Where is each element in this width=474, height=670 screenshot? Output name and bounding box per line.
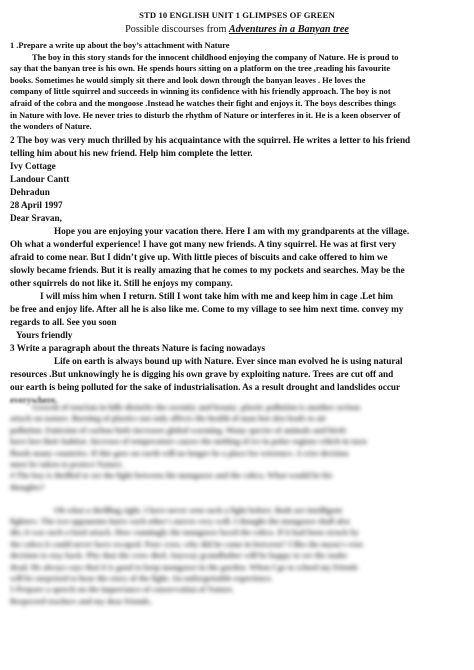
blurred-line: Respected teachers and my dear friends, bbox=[10, 596, 152, 606]
question-1-section bbox=[10, 40, 466, 133]
letter-body-line: be free and enjoy life. After all he is also like me. Come to my village to see him next time. convey my bbox=[10, 304, 404, 314]
blurred-line: Growth of tourism in hills disturbs the serenity and beauty .plastic pollution is another serious bbox=[32, 403, 361, 412]
question-3-text: 3 Write a paragraph about the threats Nature is facing nowadays bbox=[10, 343, 266, 353]
letter-date: 28 April 1997 bbox=[10, 200, 63, 210]
letter-body-line: afraid to come near. But I didn’t give up. With little pieces of biscuits and cake offered to him we bbox=[10, 252, 388, 262]
letter-body-line: Hope you are enjoying your vacation there. Here I am with my grandparents at the village. bbox=[54, 226, 410, 236]
blurred-line: the cobra it could never have escaped. Poor crow, why did he come in between? I like the myna's wise bbox=[10, 539, 364, 549]
blurred-line: floods many countries. If this goes on earth will no longer be a place for existence. A wise decision bbox=[10, 448, 349, 458]
blurred-line: Oh what a thrilling sight. I have never seen such a fight before. Both are intelligent bbox=[54, 505, 343, 515]
blurred-preview-text bbox=[10, 402, 466, 607]
subtitle-prefix: Possible discourses from bbox=[125, 24, 227, 35]
blurred-line: decision to stay back. Pity that the crow died. Anyway grandfather will be happy to see the snake bbox=[10, 551, 348, 561]
letter-address-line: Dehradun bbox=[10, 187, 50, 197]
blurred-line: fighters. The two opponents knew each other's moves very well. I thought the mongoose shall also bbox=[10, 517, 350, 527]
letter-body-line: other squirrels do not like it. Still he enjoys my company. bbox=[10, 278, 233, 288]
question-3-section bbox=[10, 342, 466, 407]
subtitle-story-title: Adventures in a Banyan tree bbox=[228, 24, 349, 35]
blurred-line: have lost their habitat .Increase of temperature causes the melting of ice in polar regions which in turn bbox=[10, 437, 367, 447]
blurred-line bbox=[10, 493, 466, 504]
document-title: STD 10 ENGLISH UNIT 1 GLIMPSES OF GREEN bbox=[139, 10, 335, 20]
answer-1-line: in Nature with love. He never tries to disturb the rhythm of Nature or interferes in it. He is a keen observer of bbox=[10, 110, 401, 120]
answer-3-line: everywhere. bbox=[10, 395, 58, 405]
answer-3-line: our earth is being polluted for the sake of industrialisation. As a result drought and landslides occur bbox=[10, 382, 401, 392]
answer-1-line: say that the banyan tree is his own. He spends hours sitting on a platform on the tree ,reading his favourite bbox=[10, 64, 391, 74]
letter-body-line: slowly became friends. But it is really amazing that he comes to my pockets and searches. May be the bbox=[10, 265, 405, 275]
letter-closing: Yours friendly bbox=[16, 330, 73, 340]
blurred-line: will be surprised to hear the story of the fight. An unforgettable experience. bbox=[10, 574, 273, 584]
document-subtitle bbox=[0, 24, 474, 35]
question-2-section bbox=[10, 134, 466, 342]
blurred-line: thoughts? bbox=[10, 482, 45, 492]
question-2-text: telling him about his new friend. Help him complete the letter. bbox=[10, 148, 253, 158]
answer-1-line: The boy in this story stands for the innocent childhood enjoying the company of Nature. He is proud to bbox=[32, 52, 399, 62]
blurred-line: dead. He always says that it is good to keep mongoose in the garden. When I go to school my friends bbox=[10, 562, 358, 572]
letter-salutation: Dear Sravan, bbox=[10, 213, 62, 223]
blurred-line: attack on nature. Burning of plastics not only affects the health of man but also leads to air bbox=[10, 414, 327, 424]
answer-1-line: the wonders of Nature. bbox=[10, 122, 92, 132]
letter-body-line: regards to all. See you soon bbox=[10, 317, 117, 327]
answer-3-line: resources .But unknowingly he is digging his own grave by exploiting nature. Trees are cut off and bbox=[10, 369, 394, 379]
question-2-text: 2 The boy was very much thrilled by his acquaintance with the squirrel. He writes a letter to his friend bbox=[10, 135, 411, 145]
blurred-line: pollution. Emission of carbon fuels increases global warming. Many species of animals and birds bbox=[10, 425, 347, 435]
answer-1-line: company of little squirrel and succeeds in winning its confidence with his friendly approach. The boy is not bbox=[10, 87, 391, 97]
letter-address-line: Ivy Cottage bbox=[10, 161, 56, 171]
blurred-line: 5 Prepare a speech on the importance of conservation of Nature. bbox=[10, 585, 234, 595]
blurred-line: die, it was such a fatal attack. How cunningly the mongoose faced the cobra. If it had been struck by bbox=[10, 528, 359, 538]
answer-1-line: books. Sometimes he would simply sit there and look down through the banyan leaves . He loves the bbox=[10, 75, 366, 85]
question-1-text: 1 .Prepare a write up about the boy’s attachment with Nature bbox=[10, 41, 230, 50]
answer-3-line: Life on earth is always bound up with Nature. Ever since man evolved he is using natural bbox=[54, 356, 403, 366]
answer-1-line: afraid of the cobra and the mongoose .Instead he watches their fight and enjoys it. The boys describes things bbox=[10, 98, 396, 108]
blurred-line: 4 The boy is thrilled to see the fight between the mongoose and the cobra. What would be his bbox=[10, 471, 333, 481]
letter-body-line: Oh what a wonderful experience! I have got many new friends. A tiny squirrel. He was at first very bbox=[10, 239, 397, 249]
letter-address-line: Landour Cantt bbox=[10, 174, 70, 184]
letter-body-line: I will miss him when I return. Still I wont take him with me and keep him in cage .Let him bbox=[40, 291, 394, 301]
blurred-line: must be taken to protect Nature. bbox=[10, 460, 124, 470]
